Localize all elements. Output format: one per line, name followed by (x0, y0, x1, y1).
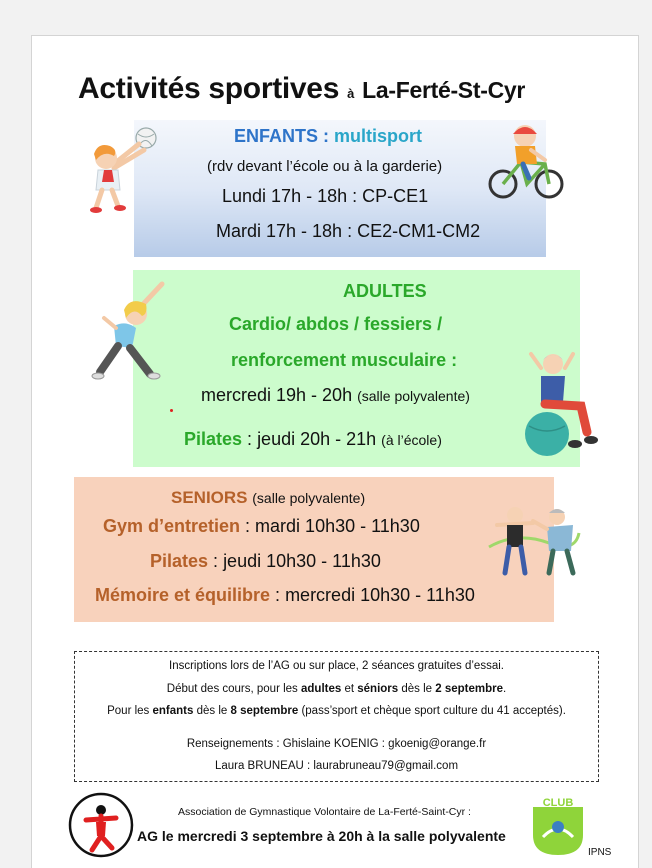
seniors-schedule-pilates (150, 551, 381, 572)
seniors-pilates-separator: : (208, 551, 224, 571)
kids-schedule-tuesday: Mardi 17h - 18h : CE2-CM1-CM2 (216, 221, 481, 241)
seniors-heading (171, 488, 365, 508)
woman-stretching-illustration-icon (92, 276, 186, 386)
info-contact-koenig: Renseignements : Ghislaine KOENIG : gkoenig@orange.fr (186, 738, 487, 750)
association-name: Association de Gymnastique Volontaire de La-Ferté-Saint-Cyr : (178, 806, 471, 818)
adults-schedule-wednesday (201, 385, 470, 406)
adults-pilates-location: (à l’école) (381, 432, 442, 448)
seniors-schedule-gym (103, 516, 420, 537)
info-l3-text-a: Pour les (107, 705, 153, 717)
seniors-gym-separator: : (240, 516, 256, 536)
title-main: Activités sportives (78, 72, 340, 105)
gymnastics-club-logo-icon (66, 790, 136, 860)
senior-fitness-ball-illustration-icon (523, 350, 605, 460)
flyer-title (78, 72, 525, 106)
title-connector: à (347, 86, 355, 101)
adults-activity-renforcement: renforcement musculaire : (231, 350, 458, 370)
adults-pilates-time: jeudi 20h - 21h (257, 429, 377, 449)
kids-subheading: multisport (334, 126, 423, 146)
kids-heading-separator: : (323, 126, 330, 146)
adults-pilates-separator: : (242, 429, 258, 449)
adults-activity-cardio: Cardio/ abdos / fessiers / (229, 314, 443, 334)
info-l2-text-g: . (503, 683, 507, 695)
kids-meeting-point: (rdv devant l’école ou à la garderie) (207, 158, 443, 175)
info-l2-text-c: et (341, 683, 358, 695)
seniors-schedule-memoire (95, 585, 475, 606)
kids-schedule-monday: Lundi 17h - 18h : CP-CE1 (222, 186, 429, 206)
ipns-mark: IPNS (588, 847, 612, 858)
info-l3-children: enfants (152, 705, 194, 717)
seniors-memoire-time: mercredi 10h30 - 11h30 (285, 585, 475, 605)
club-badge-logo-icon (527, 797, 589, 859)
info-l2-text-a: Début des cours, pour les (166, 683, 302, 695)
seniors-gym-time: mardi 10h30 - 11h30 (255, 516, 420, 536)
general-assembly-notice: AG le mercredi 3 septembre à 20h à la salle polyvalente (137, 828, 506, 844)
adults-heading: ADULTES (343, 281, 427, 301)
info-l2-date: 2 septembre (435, 683, 504, 695)
info-start-children (75, 705, 598, 717)
seniors-exercising-illustration-icon (487, 503, 583, 577)
info-l2-seniors: séniors (357, 683, 399, 695)
adults-wednesday-location: (salle polyvalente) (357, 388, 470, 404)
info-contact-bruneau: Laura BRUNEAU : laurabruneau79@gmail.com (214, 760, 459, 772)
kid-bicycle-illustration-icon (487, 122, 565, 202)
seniors-memoire-separator: : (270, 585, 286, 605)
seniors-pilates-time: jeudi 10h30 - 11h30 (223, 551, 381, 571)
adults-schedule-pilates (184, 429, 442, 450)
adults-wednesday-time: mercredi 19h - 20h (201, 385, 353, 405)
red-dot-mark (170, 409, 173, 412)
registration-info-box (74, 651, 599, 782)
kids-heading-label: ENFANTS (234, 126, 319, 146)
seniors-gym-label: Gym d’entretien (103, 516, 241, 536)
club-badge-text: CLUB (542, 797, 574, 809)
adults-pilates-label: Pilates (184, 429, 243, 449)
seniors-heading-label: SENIORS (171, 488, 248, 507)
info-registration: Inscriptions lors de l’AG ou sur place, 2 séances gratuites d’essai. (169, 660, 504, 672)
info-l3-text-c: dès le (193, 705, 231, 717)
seniors-heading-location: (salle polyvalente) (252, 490, 366, 506)
info-start-adults-seniors (75, 683, 598, 695)
kids-heading (234, 126, 422, 147)
seniors-memoire-label: Mémoire et équilibre (95, 585, 271, 605)
info-l3-text-e: (pass’sport et chèque sport culture du 41 acceptés). (298, 705, 566, 717)
seniors-pilates-label: Pilates (150, 551, 209, 571)
girl-volleyball-illustration-icon (84, 124, 164, 216)
info-l3-date: 8 septembre (230, 705, 299, 717)
info-l2-text-e: dès le (398, 683, 436, 695)
title-place: La-Ferté-St-Cyr (362, 77, 526, 103)
info-l2-adults: adultes (301, 683, 342, 695)
